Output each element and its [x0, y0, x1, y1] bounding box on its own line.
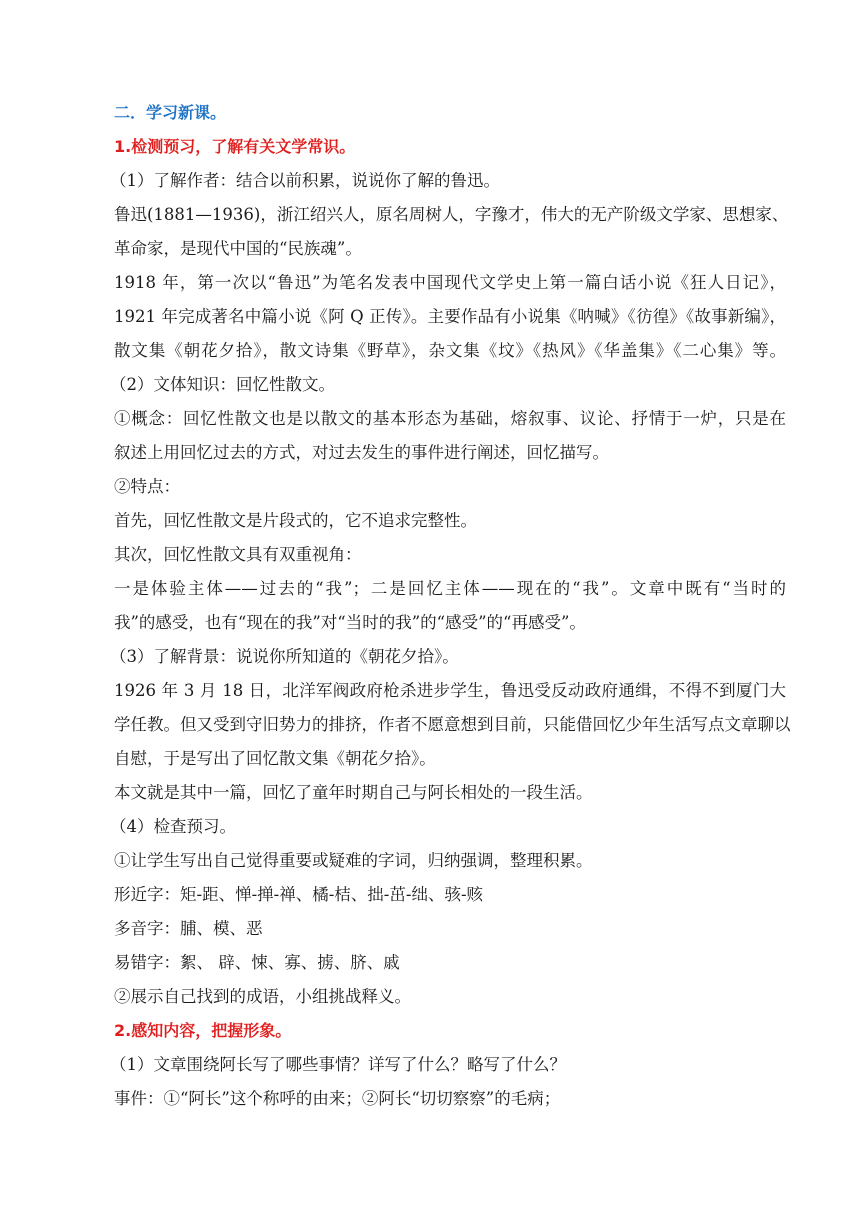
paragraph-polyphones: 多音字：脯、模、恶 [114, 919, 263, 938]
paragraph-concept-2: 叙述上用回忆过去的方式，对过去发生的事件进行阐述，回忆描写。 [114, 443, 609, 462]
paragraph-background-1: 1926 年 3 月 18 日，北洋军阀政府枪杀进步学生，鲁迅受反动政府通缉，不得不到厦门大 [114, 681, 786, 700]
paragraph-check-prompt: （4）检查预习。 [110, 817, 236, 836]
paragraph-events-list: 事件：①“阿长”这个称呼的由来；②阿长“切切察察”的毛病； [114, 1089, 561, 1108]
paragraph-similar-chars: 形近字：矩-距、惮-掸-禅、橘-桔、拙-茁-绌、骇-赅 [114, 885, 484, 904]
paragraph-background-2: 学任教。但又受到守旧势力的排挤，作者不愿意想到目前，只能借回忆少年生活写点文章聊以 [114, 715, 791, 734]
paragraph-perspective-2: 我”的感受，也有“现在的我”对“当时的我”的“感受”的“再感受”。 [114, 613, 586, 632]
paragraph-vocab-task: ①让学生写出自己觉得重要或疑难的字词，归纳强调，整理积累。 [114, 851, 593, 870]
paragraph-this-text: 本文就是其中一篇，回忆了童年时期自己与阿长相处的一段生活。 [114, 783, 593, 802]
document-page [110, 96, 791, 1116]
paragraph-luxun-bio-1: 鲁迅(1881—1936)，浙江绍兴人，原名周树人，字豫才，伟大的无产阶级文学家、思想家、 [114, 205, 789, 224]
subsection-heading-preview: 1.检测预习，了解有关文学常识。 [114, 137, 356, 156]
paragraph-events-question: （1）文章围绕阿长写了哪些事情？详写了什么？略写了什么？ [110, 1055, 566, 1074]
paragraph-error-prone: 易错字：絮、 辟、悚、寡、掳、脐、戚 [114, 953, 400, 972]
paragraph-perspective-1: 一是体验主体——过去的“我”；二是回忆主体——现在的“我”。文章中既有“当时的 [114, 579, 786, 598]
paragraph-genre-prompt: （2）文体知识：回忆性散文。 [110, 375, 335, 394]
paragraph-features-label: ②特点： [114, 477, 180, 496]
paragraph-works-1: 1918 年，第一次以“鲁迅”为笔名发表中国现代文学史上第一篇白话小说《狂人日记》， [114, 273, 786, 292]
paragraph-works-3: 散文集《朝花夕拾》，散文诗集《野草》，杂文集《坟》《热风》《华盖集》《二心集》等。 [114, 341, 786, 360]
paragraph-feature-first: 首先，回忆性散文是片段式的，它不追求完整性。 [114, 511, 477, 530]
paragraph-works-2: 1921 年完成著名中篇小说《阿 Q 正传》。主要作品有小说集《呐喊》《彷徨》《故事新编》， [114, 307, 786, 326]
paragraph-background-3: 自慰，于是写出了回忆散文集《朝花夕拾》。 [114, 749, 436, 768]
paragraph-idioms-task: ②展示自己找到的成语，小组挑战释义。 [114, 987, 411, 1006]
paragraph-concept-1: ①概念：回忆性散文也是以散文的基本形态为基础，熔叙事、议论、抒情于一炉，只是在 [114, 409, 786, 428]
subsection-heading-content: 2.感知内容，把握形象。 [114, 1021, 292, 1040]
paragraph-feature-second: 其次，回忆性散文具有双重视角： [114, 545, 362, 564]
paragraph-author-prompt: （1）了解作者：结合以前积累，说说你了解的鲁迅。 [110, 171, 500, 190]
paragraph-luxun-bio-2: 革命家，是现代中国的“民族魂”。 [114, 239, 362, 258]
section-heading-new-lesson: 二．学习新课。 [114, 103, 227, 122]
paragraph-background-prompt: （3）了解背景：说说你所知道的《朝花夕拾》。 [110, 647, 459, 666]
